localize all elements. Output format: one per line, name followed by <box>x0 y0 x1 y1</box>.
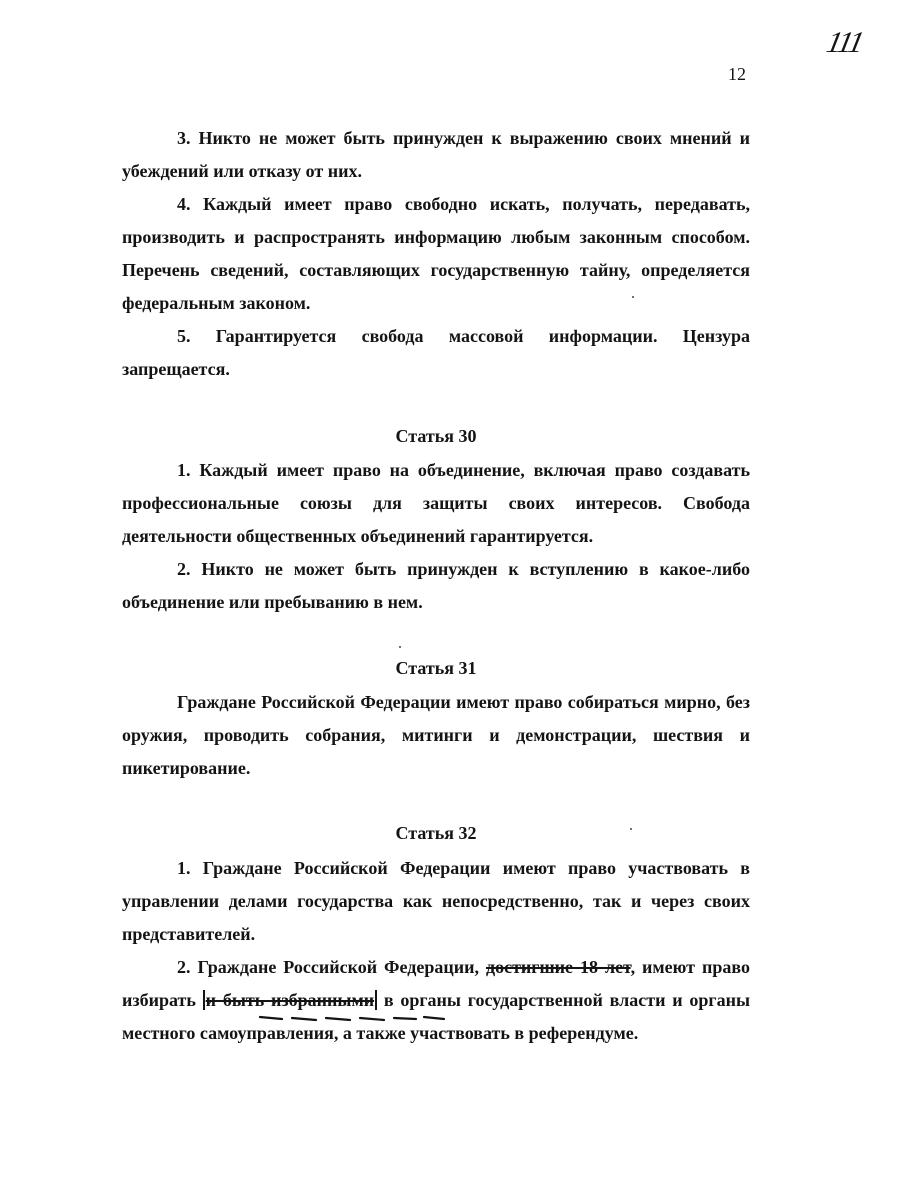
struck-text-age: достигшие 18 лет <box>485 957 631 977</box>
scan-speck <box>632 296 634 298</box>
article-32-paragraph-1: 1. Граждане Российской Федерации имеют право участвовать в управлении делами государства как непосредственно, так и через своих представителей. <box>122 858 750 944</box>
page-number: 12 <box>728 64 746 84</box>
article-31-heading: Статья 31 <box>395 658 477 678</box>
article-30-heading: Статья 30 <box>395 426 477 446</box>
handwritten-dash-underline <box>258 1013 448 1025</box>
scan-speck <box>630 828 632 830</box>
scan-speck <box>399 646 401 648</box>
continuation-block <box>122 122 750 386</box>
paragraph-2-text-c: в органы государственной власти и органы местного самоуправления, а также участвовать в референдуме. <box>122 990 750 1043</box>
article-30-paragraph-1: 1. Каждый имеет право на объединение, включая право создавать профессиональные союзы для защиты своих интересов. Свобода деятельности общественных объединений гарантируется. <box>122 460 750 546</box>
paragraph-2-text-a: 2. Граждане Российской Федерации, <box>177 957 486 977</box>
article-31-paragraph: Граждане Российской Федерации имеют право собираться мирно, без оружия, проводить собрания, митинги и демонстрации, шествия и пикетирование. <box>122 692 750 778</box>
article-31-body <box>122 686 750 785</box>
paragraph-4: 4. Каждый имеет право свободно искать, получать, передавать, производить и распространять информацию любым законным способом. Перечень сведений, составляющих государственную тайну, определяется федеральным законом. <box>122 194 750 313</box>
article-30-paragraph-2: 2. Никто не может быть принужден к вступлению в какое-либо объединение или пребыванию в нем. <box>122 559 750 612</box>
struck-text-elected: и быть избранными <box>203 990 377 1010</box>
paragraph-3: 3. Никто не может быть принужден к выражению своих мнений и убеждений или отказу от них. <box>122 128 750 181</box>
article-32-heading: Статья 32 <box>395 823 477 843</box>
handwritten-folio-number: 111 <box>824 26 866 59</box>
article-30-body <box>122 454 750 619</box>
article-32-paragraph-2 <box>122 951 750 1050</box>
paragraph-2-text-b: , имеют право избирать <box>122 957 750 1010</box>
paragraph-5: 5. Гарантируется свобода массовой информации. Цензура запрещается. <box>122 326 750 379</box>
